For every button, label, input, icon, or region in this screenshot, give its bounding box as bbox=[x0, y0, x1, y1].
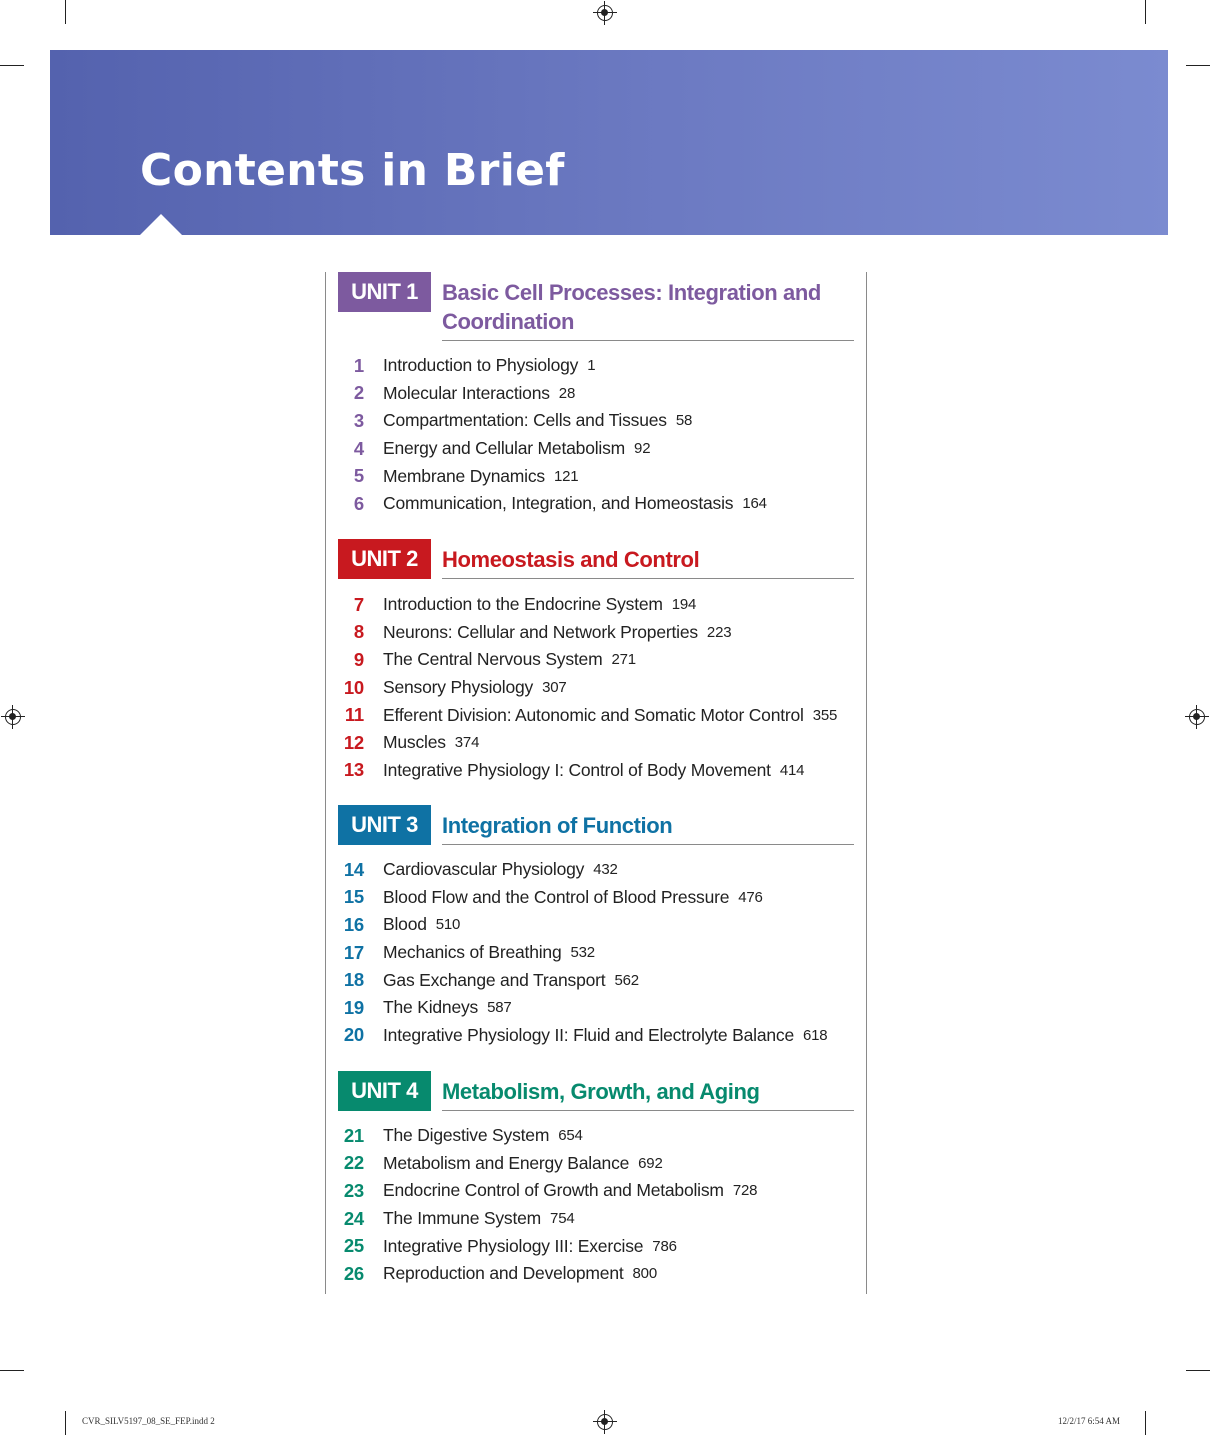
chapter-entry[interactable] bbox=[326, 674, 866, 702]
registration-mark-icon bbox=[597, 5, 613, 21]
chapter-title: Efferent Division: Autonomic and Somatic Motor Control bbox=[383, 704, 804, 725]
unit-badge: UNIT 3 bbox=[338, 805, 431, 845]
chapter-number: 3 bbox=[353, 409, 364, 431]
chapter-page: 432 bbox=[593, 861, 618, 879]
chapter-entry[interactable] bbox=[326, 884, 866, 912]
unit-badge: UNIT 2 bbox=[338, 539, 431, 579]
unit-title: Homeostasis and Control bbox=[442, 547, 700, 572]
chapter-number: 13 bbox=[343, 759, 364, 781]
chapter-list bbox=[326, 352, 866, 518]
chapter-title: Mechanics of Breathing bbox=[383, 942, 562, 963]
unit-title: Basic Cell Processes: Integration and Coordination bbox=[442, 280, 821, 334]
chapter-page: 194 bbox=[671, 596, 697, 614]
chapter-title: The Digestive System bbox=[383, 1125, 550, 1146]
chapter-page: 587 bbox=[487, 999, 512, 1017]
chapter-page: 92 bbox=[634, 440, 651, 458]
chapter-number: 17 bbox=[343, 941, 364, 963]
chapter-title: Sensory Physiology bbox=[383, 677, 534, 698]
date-slug: 12/2/17 6:54 AM bbox=[1058, 1416, 1121, 1426]
chapter-page: 692 bbox=[638, 1154, 663, 1172]
chapter-title: Neurons: Cellular and Network Properties bbox=[383, 621, 698, 642]
unit-divider bbox=[442, 844, 854, 845]
chapter-number: 12 bbox=[343, 731, 364, 753]
banner-notch bbox=[140, 214, 182, 235]
chapter-page: 618 bbox=[802, 1026, 828, 1044]
chapter-title: Blood bbox=[383, 914, 427, 935]
crop-mark bbox=[1145, 0, 1146, 24]
chapter-page: 121 bbox=[553, 467, 579, 485]
chapter-entry[interactable] bbox=[326, 1150, 866, 1178]
chapter-number: 20 bbox=[343, 1024, 364, 1046]
chapter-page: 223 bbox=[706, 623, 732, 641]
chapter-title: Cardiovascular Physiology bbox=[383, 859, 585, 880]
chapter-title: Introduction to the Endocrine System bbox=[383, 594, 663, 615]
chapter-entry[interactable] bbox=[326, 1022, 866, 1050]
unit-1-section bbox=[326, 272, 866, 514]
crop-mark bbox=[1145, 1411, 1146, 1435]
chapter-number: 21 bbox=[343, 1124, 364, 1146]
chapter-page: 355 bbox=[812, 706, 838, 724]
chapter-page: 800 bbox=[632, 1265, 657, 1283]
chapter-number: 11 bbox=[344, 704, 364, 726]
chapter-entry[interactable] bbox=[326, 1177, 866, 1205]
chapter-title: Blood Flow and the Control of Blood Pressure bbox=[383, 886, 730, 907]
unit-2-section bbox=[326, 539, 866, 781]
chapter-page: 786 bbox=[652, 1237, 677, 1255]
chapter-page: 1 bbox=[587, 357, 596, 375]
chapter-title: The Central Nervous System bbox=[383, 649, 603, 670]
chapter-entry[interactable] bbox=[326, 994, 866, 1022]
chapter-page: 532 bbox=[570, 944, 595, 962]
chapter-entry[interactable] bbox=[326, 591, 866, 619]
header-banner bbox=[50, 50, 1168, 235]
crop-mark bbox=[1186, 1370, 1210, 1371]
chapter-page: 414 bbox=[779, 761, 805, 779]
chapter-number: 24 bbox=[343, 1207, 364, 1229]
crop-mark bbox=[65, 1411, 66, 1435]
chapter-page: 28 bbox=[558, 384, 576, 402]
chapter-page: 654 bbox=[558, 1127, 583, 1145]
chapter-page: 754 bbox=[550, 1210, 575, 1228]
chapter-title: Muscles bbox=[383, 732, 446, 753]
chapter-number: 8 bbox=[353, 621, 364, 643]
chapter-number: 1 bbox=[353, 354, 364, 376]
chapter-number: 18 bbox=[343, 969, 364, 991]
chapter-page: 510 bbox=[435, 916, 461, 934]
chapter-entry[interactable] bbox=[326, 729, 866, 757]
unit-4-section bbox=[326, 1071, 866, 1284]
chapter-number: 6 bbox=[353, 492, 364, 514]
unit-badge: UNIT 4 bbox=[338, 1071, 431, 1111]
unit-divider bbox=[442, 340, 854, 341]
chapter-number: 2 bbox=[353, 382, 364, 404]
chapter-entry[interactable] bbox=[326, 966, 866, 994]
chapter-entry[interactable] bbox=[326, 701, 866, 729]
chapter-title: Compartmentation: Cells and Tissues bbox=[383, 410, 667, 431]
chapter-page: 374 bbox=[454, 734, 480, 752]
chapter-page: 307 bbox=[542, 679, 567, 697]
chapter-title: Endocrine Control of Growth and Metabolism bbox=[383, 1180, 724, 1201]
chapter-page: 476 bbox=[738, 888, 763, 906]
chapter-number: 5 bbox=[353, 465, 364, 487]
chapter-title: Energy and Cellular Metabolism bbox=[383, 438, 626, 459]
chapter-title: Communication, Integration, and Homeostasis bbox=[383, 493, 734, 514]
chapter-page: 58 bbox=[675, 412, 693, 430]
chapter-list bbox=[326, 1122, 866, 1288]
chapter-number: 23 bbox=[343, 1179, 364, 1201]
chapter-title: Reproduction and Development bbox=[383, 1263, 624, 1284]
page-title: Contents in Brief bbox=[140, 145, 565, 196]
chapter-title: Introduction to Physiology bbox=[383, 355, 579, 376]
chapter-entry[interactable] bbox=[326, 1260, 866, 1288]
registration-mark-icon bbox=[1189, 709, 1205, 725]
chapter-number: 14 bbox=[343, 858, 364, 880]
chapter-entry[interactable] bbox=[326, 757, 866, 785]
chapter-number: 4 bbox=[353, 437, 364, 459]
chapter-entry[interactable] bbox=[326, 911, 866, 939]
chapter-entry[interactable] bbox=[326, 856, 866, 884]
chapter-number: 19 bbox=[343, 996, 364, 1018]
unit-badge: UNIT 1 bbox=[338, 272, 431, 312]
chapter-entry[interactable] bbox=[326, 407, 866, 435]
chapter-number: 15 bbox=[343, 886, 364, 908]
chapter-page: 728 bbox=[732, 1182, 758, 1200]
chapter-title: The Kidneys bbox=[383, 997, 479, 1018]
crop-mark bbox=[65, 0, 66, 24]
chapter-number: 16 bbox=[343, 913, 364, 935]
chapter-page: 164 bbox=[742, 495, 767, 513]
chapter-entry[interactable] bbox=[326, 490, 866, 518]
chapter-entry[interactable] bbox=[326, 1232, 866, 1260]
chapter-number: 9 bbox=[353, 648, 364, 670]
chapter-title: Integrative Physiology II: Fluid and Electrolyte Balance bbox=[383, 1024, 794, 1045]
chapter-number: 10 bbox=[343, 676, 364, 698]
chapter-entry[interactable] bbox=[326, 380, 866, 408]
unit-title: Integration of Function bbox=[442, 813, 673, 838]
chapter-number: 25 bbox=[343, 1235, 364, 1257]
chapter-entry[interactable] bbox=[326, 619, 866, 647]
chapter-title: Integrative Physiology I: Control of Body Movement bbox=[383, 759, 771, 780]
chapter-title: Molecular Interactions bbox=[383, 382, 550, 403]
chapter-number: 7 bbox=[353, 593, 364, 615]
registration-mark-icon bbox=[597, 1414, 613, 1430]
chapter-title: Metabolism and Energy Balance bbox=[383, 1152, 630, 1173]
chapter-title: Gas Exchange and Transport bbox=[383, 969, 606, 990]
chapter-list bbox=[326, 591, 866, 784]
unit-divider bbox=[442, 578, 854, 579]
crop-mark bbox=[0, 65, 24, 66]
unit-3-section bbox=[326, 805, 866, 1046]
file-slug: CVR_SILV5197_08_SE_FEP.indd 2 bbox=[82, 1416, 215, 1426]
registration-mark-icon bbox=[5, 709, 21, 725]
chapter-entry[interactable] bbox=[326, 435, 866, 463]
unit-title: Metabolism, Growth, and Aging bbox=[442, 1079, 760, 1104]
crop-mark bbox=[1186, 65, 1210, 66]
chapter-number: 26 bbox=[343, 1262, 364, 1284]
chapter-title: Membrane Dynamics bbox=[383, 465, 545, 486]
chapter-entry[interactable] bbox=[326, 352, 866, 380]
chapter-entry[interactable] bbox=[326, 646, 866, 674]
chapter-entry[interactable] bbox=[326, 1205, 866, 1233]
chapter-entry[interactable] bbox=[326, 939, 866, 967]
chapter-number: 22 bbox=[343, 1152, 364, 1174]
unit-header bbox=[326, 272, 866, 342]
chapter-title: The Immune System bbox=[383, 1208, 542, 1229]
contents-list bbox=[325, 272, 867, 1294]
chapter-entry[interactable] bbox=[326, 1122, 866, 1150]
chapter-page: 562 bbox=[614, 971, 639, 989]
chapter-entry[interactable] bbox=[326, 462, 866, 490]
chapter-list bbox=[326, 856, 866, 1049]
chapter-page: 271 bbox=[611, 651, 636, 669]
crop-mark bbox=[0, 1370, 24, 1371]
chapter-title: Integrative Physiology III: Exercise bbox=[383, 1235, 644, 1256]
unit-divider bbox=[442, 1110, 854, 1111]
